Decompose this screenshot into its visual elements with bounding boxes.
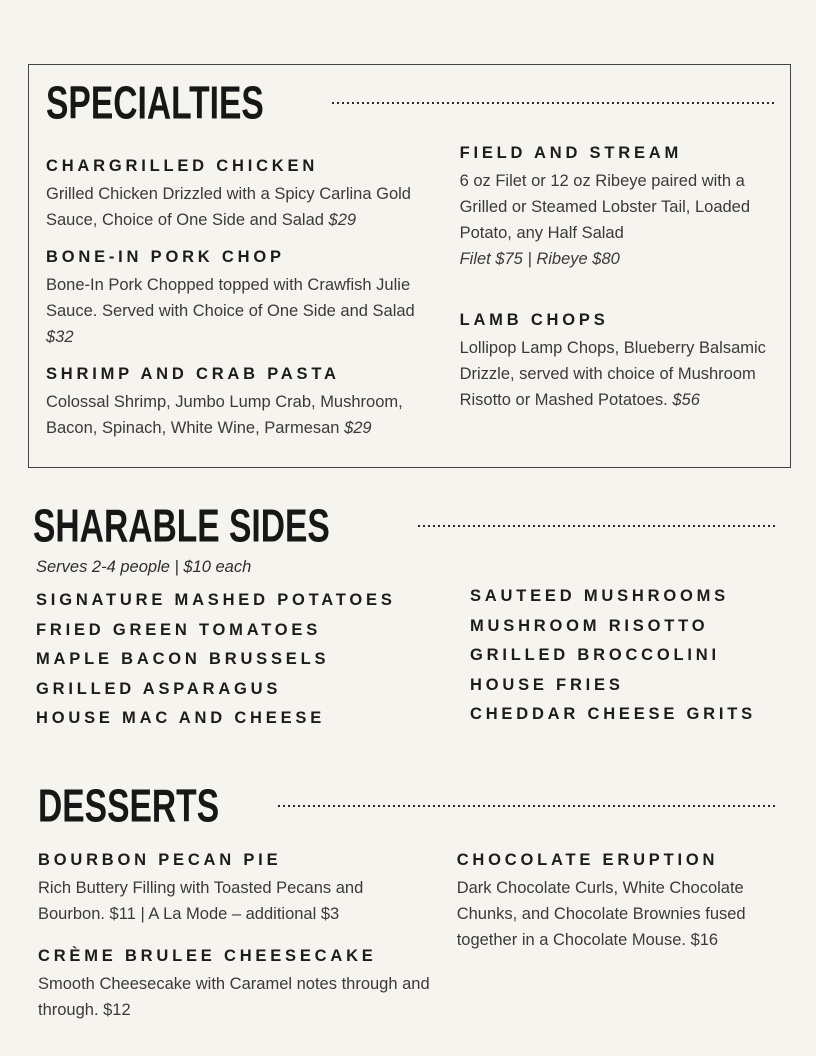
sides-serving-note: Serves 2-4 people | $10 each [36,558,252,576]
side-item: SAUTEED MUSHROOMS [470,587,729,605]
dotted-divider [278,804,776,807]
desserts-right-column [457,850,776,1023]
item-description: Dark Chocolate Curls, White Chocolate Chunks, and Chocolate Brownies fused together in a Chocolate Mouse. $16 [456,878,746,949]
item-price: Filet $75 | Ribeye $80 [459,250,620,268]
desserts-title: DESSERTS [38,779,220,831]
dotted-divider [418,525,776,528]
sides-left-column [36,586,470,734]
side-item: GRILLED BROCCOLINI [470,646,720,664]
item-name: FIELD AND STREAM [459,144,683,162]
item-description: Lollipop Lamp Chops, Blueberry Balsamic Drizzle, served with choice of Mushroom Risotto or Mashed Potatoes. $56 [459,339,766,409]
side-item: MAPLE BACON BRUSSELS [36,650,330,668]
sides-right-column [470,582,776,734]
specialties-section [28,64,791,468]
side-item: FRIED GREEN TOMATOES [36,620,322,639]
item-price: $56 [672,391,700,409]
item-name: BONE-IN PORK CHOP [46,248,285,266]
sharable-sides-section [33,500,776,734]
side-item: HOUSE FRIES [470,675,624,694]
menu-item-shrimp-and-crab-pasta [46,364,436,441]
item-name: CRÈME BRULEE CHEESECAKE [38,946,377,965]
desserts-left-column [38,850,431,1023]
item-price: $29 [344,419,372,437]
item-name: SHRIMP AND CRAB PASTA [46,365,340,383]
item-description: Colossal Shrimp, Jumbo Lump Crab, Mushroom, Bacon, Spinach, White Wine, Parmesan $29 [46,393,403,437]
menu-item-field-and-stream [460,143,774,272]
dotted-divider [332,102,774,105]
desserts-header [38,780,776,832]
sides-header [33,500,776,552]
menu-item-chargrilled-chicken [46,156,436,233]
specialties-header [46,77,774,129]
item-description: 6 oz Filet or 12 oz Ribeye paired with a Grilled or Steamed Lobster Tail, Loaded Potato, any Half Salad Filet $75 | Ribeye $80 [460,168,774,272]
side-item: HOUSE MAC AND CHEESE [36,709,325,727]
item-price: $32 [46,328,74,346]
side-item: SIGNATURE MASHED POTATOES [36,591,396,609]
item-description: Rich Buttery Filling with Toasted Pecans and Bourbon. $11 | A La Mode – additional $3 [38,878,364,923]
item-price: $29 [328,211,357,229]
menu-item-creme-brulee-cheesecake [38,946,431,1023]
specialties-columns [46,143,774,441]
item-name: LAMB CHOPS [459,311,609,329]
menu-item-bone-in-pork-chop [46,247,436,350]
item-name: CHOCOLATE ERUPTION [456,850,719,869]
desserts-section [38,780,776,1023]
sides-title: SHARABLE SIDES [33,499,330,552]
specialties-title: SPECIALTIES [46,76,264,129]
side-item: CHEDDAR CHEESE GRITS [470,705,756,723]
item-name: BOURBON PECAN PIE [38,850,282,869]
item-description: Grilled Chicken Drizzled with a Spicy Carlina Gold Sauce, Choice of One Side and Salad $29 [46,185,411,229]
item-description: Bone-In Pork Chopped topped with Crawfish Julie Sauce. Served with Choice of One Side and Salad $32 [46,276,415,346]
menu-item-chocolate-eruption [457,850,776,953]
side-item: MUSHROOM RISOTTO [470,616,709,635]
desserts-columns [38,850,776,1023]
item-name: CHARGRILLED CHICKEN [46,157,319,175]
menu-item-bourbon-pecan-pie [38,850,431,927]
specialties-right-column [460,143,774,441]
menu-item-lamb-chops [460,310,774,413]
specialties-left-column [46,143,436,441]
sides-columns [36,586,776,734]
side-item: GRILLED ASPARAGUS [36,679,282,698]
item-description: Smooth Cheesecake with Caramel notes through and through. $12 [38,974,430,1019]
